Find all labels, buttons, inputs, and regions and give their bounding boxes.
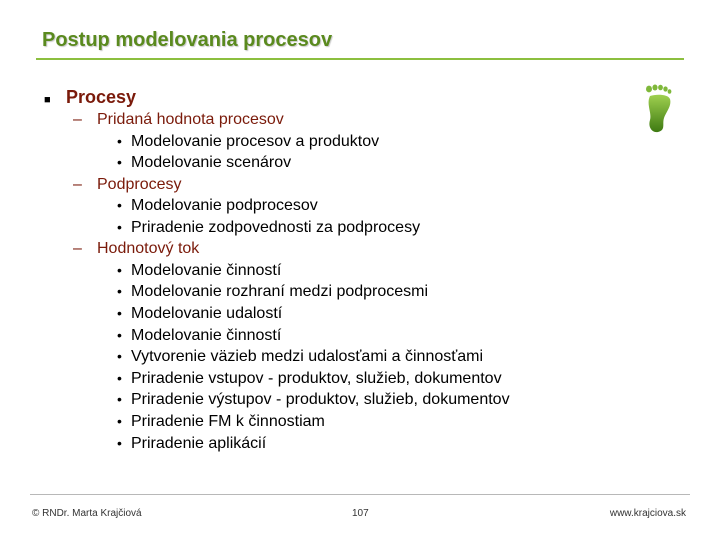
dot-bullet: • (117, 369, 122, 386)
footprint-icon (644, 84, 674, 134)
dash-bullet: – (73, 111, 82, 128)
level3-item (117, 327, 640, 349)
level3-item (117, 348, 640, 370)
level3-label: Modelovanie scenárov (131, 154, 292, 172)
dot-bullet: • (117, 326, 122, 343)
level3-label: Modelovanie činností (131, 326, 282, 344)
level3-item (117, 219, 640, 241)
title-underline (36, 58, 684, 60)
level3-label: Priradenie zodpovednosti za podprocesy (131, 218, 421, 236)
level2-label: Hodnotový tok (97, 240, 200, 258)
level2-item (73, 111, 640, 133)
level2-item (73, 176, 640, 198)
dash-bullet: – (73, 240, 82, 258)
dot-bullet: • (117, 434, 122, 451)
level2-label: Pridaná hodnota procesov (97, 111, 284, 128)
square-bullet-icon: ■ (44, 94, 51, 106)
level3-label: Modelovanie podprocesov (131, 197, 318, 215)
footer-author: © RNDr. Marta Krajčiová (32, 508, 142, 519)
dot-bullet: • (117, 413, 122, 430)
slide-title: Postup modelovania procesov (42, 29, 333, 51)
footer-divider (30, 494, 690, 495)
slide-content (40, 87, 640, 456)
dot-bullet: • (117, 391, 122, 408)
level3-label: Priradenie vstupov - produktov, služieb, dokumentov (131, 369, 502, 387)
level3-item (117, 262, 640, 284)
dot-bullet: • (117, 154, 122, 171)
dot-bullet: • (117, 305, 122, 322)
level1-item (40, 87, 640, 111)
level3-label: Modelovanie procesov a produktov (131, 132, 380, 150)
dot-bullet: • (117, 261, 122, 278)
level3-item (117, 133, 640, 155)
footer-website: www.krajciova.sk (609, 508, 686, 519)
dash-bullet: – (73, 175, 82, 193)
level3-label: Priradenie FM k činnostiam (131, 413, 325, 431)
level3-label: Modelovanie udalostí (131, 305, 283, 323)
dot-bullet: • (117, 348, 122, 365)
level3-label: Modelovanie rozhraní medzi podprocesmi (131, 283, 429, 301)
level3-item (117, 154, 640, 176)
level3-label: Priradenie aplikácií (131, 434, 267, 452)
level3-label: Vytvorenie väzieb medzi udalosťami a činnosťami (131, 348, 484, 366)
level3-label: Priradenie výstupov - produktov, služieb, dokumentov (131, 391, 510, 409)
dot-bullet: • (117, 283, 122, 300)
level2-label: Podprocesy (97, 175, 182, 193)
page-number: 107 (352, 508, 369, 519)
dot-bullet: • (117, 132, 122, 149)
level3-item (117, 370, 640, 392)
dot-bullet: • (117, 218, 122, 235)
level3-item (117, 391, 640, 413)
level3-label: Modelovanie činností (131, 261, 282, 279)
level2-item (73, 240, 640, 262)
level3-item (117, 283, 640, 305)
level1-label: Procesy (66, 87, 137, 107)
level3-item (117, 305, 640, 327)
dot-bullet: • (117, 197, 122, 214)
level3-item (117, 435, 640, 457)
level3-item (117, 197, 640, 219)
level3-item (117, 413, 640, 435)
